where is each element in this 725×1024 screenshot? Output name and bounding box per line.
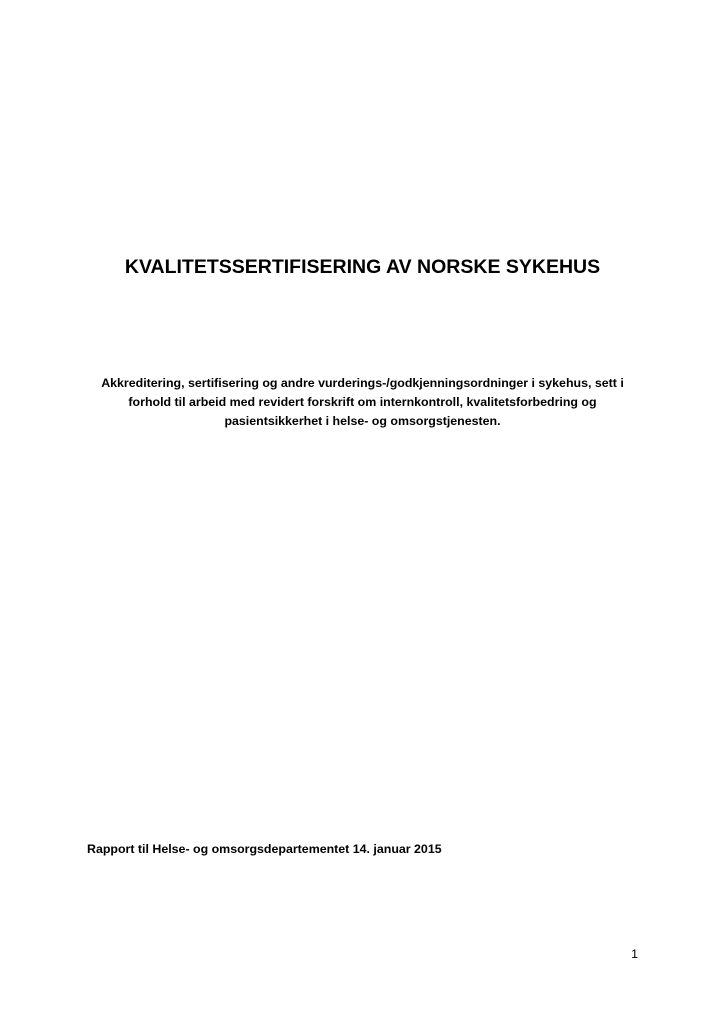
document-subtitle: Akkreditering, sertifisering og andre vurderings-/godkjenningsordninger i sykehus, sett i forhold til arbeid med revidert forskrift om internkontroll, kvalitetsforbedring og pasientsikkerhet i helse- og omsorgstjenesten. — [101, 376, 624, 428]
report-recipient-date: Rapport til Helse- og omsorgsdepartementet 14. januar 2015 — [87, 842, 442, 856]
page-number: 1 — [631, 947, 638, 961]
document-title: KVALITETSSERTIFISERING AV NORSKE SYKEHUS — [124, 256, 601, 278]
